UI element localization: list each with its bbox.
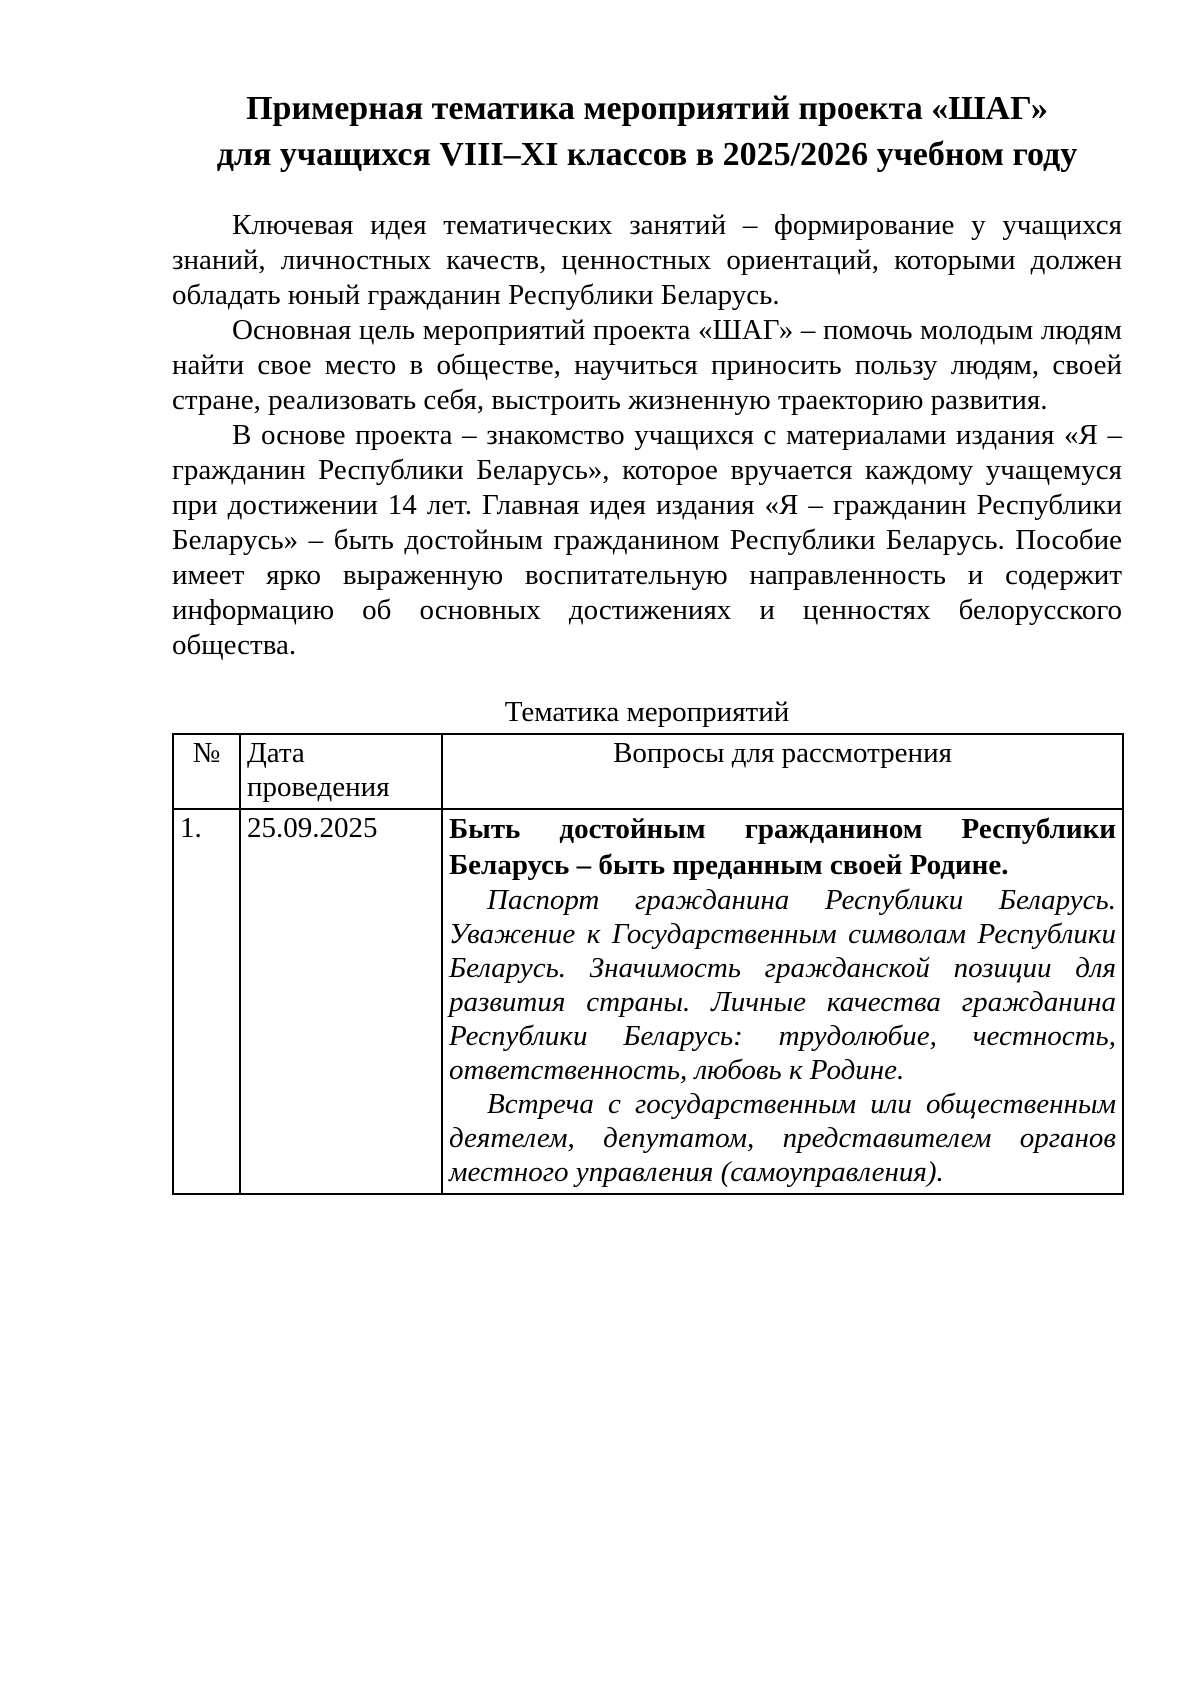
topics-table: [172, 733, 1124, 1195]
topic-heading: Быть достойным гражданином Республики Беларусь – быть преданным своей Родине.: [449, 813, 1116, 881]
table-row: [173, 809, 1123, 1194]
header-cell-date: Дата проведения: [240, 734, 442, 809]
table-caption: Тематика мероприятий: [504, 696, 790, 728]
row-date-cell: 25.09.2025: [240, 809, 442, 1194]
header-cell-number: №: [173, 734, 240, 809]
document-title-line-2: для учащихся VIII–XI классов в 2025/2026 учебном году: [216, 136, 1078, 173]
paragraph: Ключевая идея тематических занятий – формирование у учащихся знаний, личностных качеств, ценностных ориентаций, которыми должен обладать юный гражданин Республики Беларусь.: [172, 209, 1122, 311]
document-title: [172, 86, 1122, 178]
topic-detail-paragraph: Паспорт гражданина Республики Беларусь. Уважение к Государственным символам Республики Беларусь. Значимость гражданской позиции для развития страны. Личные качества гражданина Республики Беларусь: трудолюбие, честность, ответственность, любовь к Родине.: [449, 884, 1116, 1086]
document-content: [172, 86, 1122, 1195]
topic-detail-paragraph: Встреча с государственным или общественным деятелем, депутатом, представителем органов местного управления (самоуправления).: [449, 1088, 1116, 1188]
header-cell-questions: Вопросы для рассмотрения: [442, 734, 1123, 809]
row-number-cell: 1.: [173, 809, 240, 1194]
paragraph: В основе проекта – знакомство учащихся с материалами издания «Я – гражданин Республики Беларусь», которое вручается каждому учащемуся при достижении 14 лет. Главная идея издания «Я – гражданин Республики Беларусь» – быть достойным гражданином Республики Беларусь. Пособие имеет ярко выраженную воспитательную направленность и содержит информацию об основных достижениях и ценностях белорусского общества.: [172, 419, 1122, 661]
paragraph: Основная цель мероприятий проекта «ШАГ» – помочь молодым людям найти свое место в обществе, научиться приносить пользу людям, своей стране, реализовать себя, выстроить жизненную траекторию развития.: [172, 314, 1122, 416]
row-questions-cell: [442, 809, 1123, 1194]
table-header-row: [173, 734, 1123, 809]
document-title-line-1: Примерная тематика мероприятий проекта «ШАГ»: [246, 90, 1048, 127]
document-body: [172, 208, 1122, 663]
